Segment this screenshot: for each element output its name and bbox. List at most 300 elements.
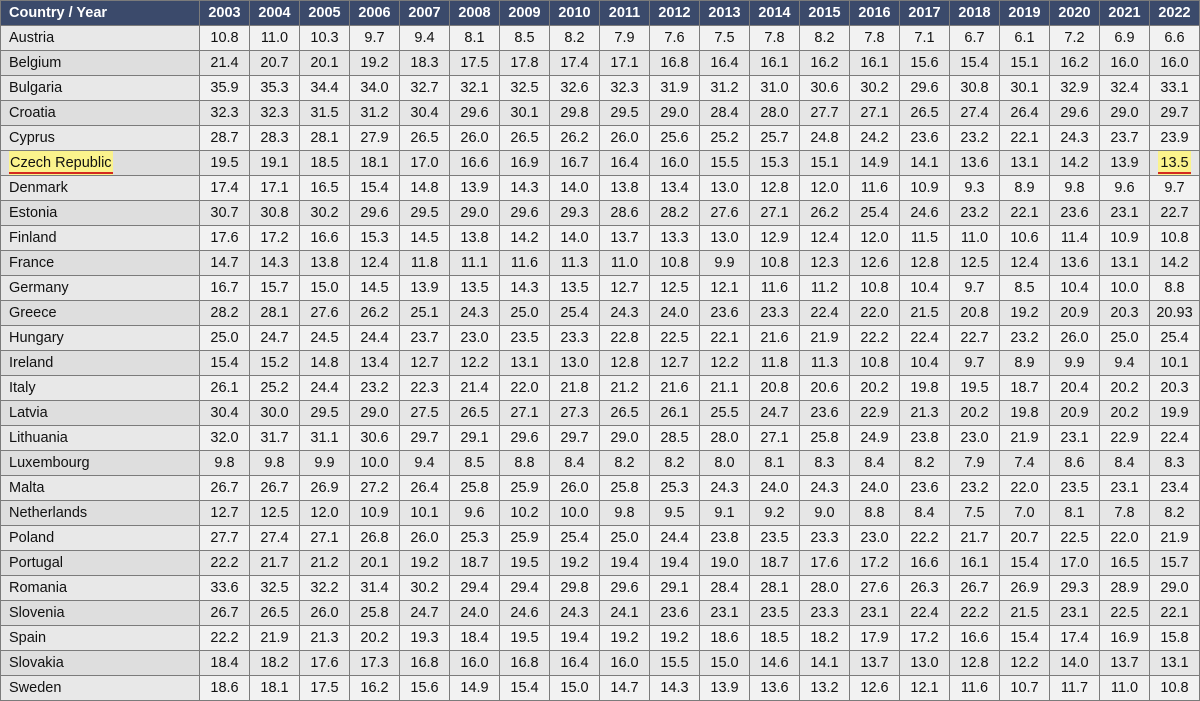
cell-slovenia-2003: 26.7 [200,601,250,626]
cell-france-2008: 11.1 [450,251,500,276]
cell-croatia-2013: 28.4 [700,101,750,126]
cell-malta-2005: 26.9 [300,476,350,501]
cell-denmark-2007: 14.8 [400,176,450,201]
cell-slovenia-2016: 23.1 [850,601,900,626]
table-row [1,626,1200,651]
cell-greece-2012: 24.0 [650,301,700,326]
cell-bulgaria-2017: 29.6 [900,76,950,101]
header-year-2007: 2007 [400,1,450,26]
cell-cyprus-2016: 24.2 [850,126,900,151]
row-label-portugal: Portugal [1,551,200,576]
cell-luxembourg-2018: 7.9 [950,451,1000,476]
cell-sweden-2017: 12.1 [900,676,950,701]
cell-romania-2006: 31.4 [350,576,400,601]
cell-bulgaria-2010: 32.6 [550,76,600,101]
cell-croatia-2020: 29.6 [1050,101,1100,126]
cell-estonia-2017: 24.6 [900,201,950,226]
cell-finland-2004: 17.2 [250,226,300,251]
cell-bulgaria-2022: 33.1 [1150,76,1200,101]
cell-italy-2008: 21.4 [450,376,500,401]
cell-hungary-2013: 22.1 [700,326,750,351]
cell-hungary-2008: 23.0 [450,326,500,351]
table-body [1,26,1200,701]
cell-croatia-2005: 31.5 [300,101,350,126]
header-year-2014: 2014 [750,1,800,26]
cell-czech-republic-2011: 16.4 [600,151,650,176]
cell-bulgaria-2004: 35.3 [250,76,300,101]
cell-italy-2015: 20.6 [800,376,850,401]
cell-ireland-2006: 13.4 [350,351,400,376]
cell-ireland-2012: 12.7 [650,351,700,376]
cell-croatia-2017: 26.5 [900,101,950,126]
cell-italy-2022: 20.3 [1150,376,1200,401]
cell-poland-2018: 21.7 [950,526,1000,551]
cell-luxembourg-2006: 10.0 [350,451,400,476]
cell-belgium-2010: 17.4 [550,51,600,76]
cell-slovakia-2013: 15.0 [700,651,750,676]
cell-sweden-2005: 17.5 [300,676,350,701]
cell-italy-2005: 24.4 [300,376,350,401]
cell-ireland-2004: 15.2 [250,351,300,376]
cell-sweden-2015: 13.2 [800,676,850,701]
cell-portugal-2003: 22.2 [200,551,250,576]
cell-greece-2011: 24.3 [600,301,650,326]
cell-hungary-2016: 22.2 [850,326,900,351]
cell-denmark-2022: 9.7 [1150,176,1200,201]
header-year-2020: 2020 [1050,1,1100,26]
row-label-ireland: Ireland [1,351,200,376]
cell-cyprus-2012: 25.6 [650,126,700,151]
cell-france-2020: 13.6 [1050,251,1100,276]
cell-spain-2007: 19.3 [400,626,450,651]
cell-sweden-2010: 15.0 [550,676,600,701]
cell-latvia-2004: 30.0 [250,401,300,426]
cell-france-2022: 14.2 [1150,251,1200,276]
row-label-slovakia: Slovakia [1,651,200,676]
cell-estonia-2021: 23.1 [1100,201,1150,226]
cell-malta-2017: 23.6 [900,476,950,501]
cell-netherlands-2006: 10.9 [350,501,400,526]
cell-lithuania-2010: 29.7 [550,426,600,451]
cell-portugal-2020: 17.0 [1050,551,1100,576]
cell-ireland-2015: 11.3 [800,351,850,376]
header-year-2016: 2016 [850,1,900,26]
cell-romania-2015: 28.0 [800,576,850,601]
cell-ireland-2014: 11.8 [750,351,800,376]
header-year-2006: 2006 [350,1,400,26]
header-year-2009: 2009 [500,1,550,26]
cell-romania-2017: 26.3 [900,576,950,601]
cell-romania-2014: 28.1 [750,576,800,601]
cell-malta-2018: 23.2 [950,476,1000,501]
cell-luxembourg-2019: 7.4 [1000,451,1050,476]
cell-sweden-2007: 15.6 [400,676,450,701]
row-label-spain: Spain [1,626,200,651]
cell-netherlands-2017: 8.4 [900,501,950,526]
cell-hungary-2014: 21.6 [750,326,800,351]
cell-lithuania-2014: 27.1 [750,426,800,451]
cell-bulgaria-2020: 32.9 [1050,76,1100,101]
highlighted-cell-value: 13.5 [1158,151,1190,175]
row-label-cyprus: Cyprus [1,126,200,151]
cell-germany-2009: 14.3 [500,276,550,301]
cell-slovenia-2014: 23.5 [750,601,800,626]
header-year-2010: 2010 [550,1,600,26]
cell-ireland-2018: 9.7 [950,351,1000,376]
cell-austria-2006: 9.7 [350,26,400,51]
cell-malta-2008: 25.8 [450,476,500,501]
cell-greece-2008: 24.3 [450,301,500,326]
cell-croatia-2004: 32.3 [250,101,300,126]
cell-lithuania-2011: 29.0 [600,426,650,451]
cell-italy-2017: 19.8 [900,376,950,401]
cell-hungary-2021: 25.0 [1100,326,1150,351]
cell-portugal-2005: 21.2 [300,551,350,576]
cell-cyprus-2013: 25.2 [700,126,750,151]
cell-spain-2022: 15.8 [1150,626,1200,651]
cell-greece-2006: 26.2 [350,301,400,326]
cell-hungary-2022: 25.4 [1150,326,1200,351]
cell-greece-2017: 21.5 [900,301,950,326]
cell-cyprus-2011: 26.0 [600,126,650,151]
table-row [1,276,1200,301]
cell-austria-2017: 7.1 [900,26,950,51]
cell-france-2007: 11.8 [400,251,450,276]
cell-romania-2018: 26.7 [950,576,1000,601]
cell-finland-2016: 12.0 [850,226,900,251]
cell-slovenia-2008: 24.0 [450,601,500,626]
cell-latvia-2011: 26.5 [600,401,650,426]
cell-italy-2011: 21.2 [600,376,650,401]
cell-czech-republic-2010: 16.7 [550,151,600,176]
cell-cyprus-2004: 28.3 [250,126,300,151]
cell-czech-republic-2020: 14.2 [1050,151,1100,176]
table-row [1,651,1200,676]
cell-slovakia-2009: 16.8 [500,651,550,676]
cell-lithuania-2009: 29.6 [500,426,550,451]
cell-cyprus-2015: 24.8 [800,126,850,151]
cell-romania-2003: 33.6 [200,576,250,601]
cell-bulgaria-2015: 30.6 [800,76,850,101]
cell-germany-2015: 11.2 [800,276,850,301]
cell-sweden-2019: 10.7 [1000,676,1050,701]
cell-portugal-2012: 19.4 [650,551,700,576]
cell-luxembourg-2014: 8.1 [750,451,800,476]
cell-bulgaria-2006: 34.0 [350,76,400,101]
cell-luxembourg-2005: 9.9 [300,451,350,476]
cell-portugal-2013: 19.0 [700,551,750,576]
cell-poland-2019: 20.7 [1000,526,1050,551]
cell-germany-2012: 12.5 [650,276,700,301]
cell-latvia-2017: 21.3 [900,401,950,426]
cell-luxembourg-2015: 8.3 [800,451,850,476]
cell-italy-2020: 20.4 [1050,376,1100,401]
cell-malta-2006: 27.2 [350,476,400,501]
cell-spain-2011: 19.2 [600,626,650,651]
cell-cyprus-2010: 26.2 [550,126,600,151]
cell-netherlands-2016: 8.8 [850,501,900,526]
cell-poland-2006: 26.8 [350,526,400,551]
cell-poland-2003: 27.7 [200,526,250,551]
cell-estonia-2019: 22.1 [1000,201,1050,226]
cell-austria-2021: 6.9 [1100,26,1150,51]
cell-belgium-2013: 16.4 [700,51,750,76]
cell-denmark-2008: 13.9 [450,176,500,201]
cell-lithuania-2013: 28.0 [700,426,750,451]
cell-ireland-2020: 9.9 [1050,351,1100,376]
table-row [1,351,1200,376]
cell-cyprus-2003: 28.7 [200,126,250,151]
row-label-austria: Austria [1,26,200,51]
cell-hungary-2017: 22.4 [900,326,950,351]
cell-spain-2006: 20.2 [350,626,400,651]
cell-germany-2005: 15.0 [300,276,350,301]
table-row [1,301,1200,326]
table-header [1,1,1200,26]
cell-estonia-2010: 29.3 [550,201,600,226]
cell-ireland-2009: 13.1 [500,351,550,376]
cell-italy-2016: 20.2 [850,376,900,401]
cell-slovakia-2004: 18.2 [250,651,300,676]
cell-luxembourg-2013: 8.0 [700,451,750,476]
cell-malta-2020: 23.5 [1050,476,1100,501]
cell-malta-2021: 23.1 [1100,476,1150,501]
cell-austria-2009: 8.5 [500,26,550,51]
cell-cyprus-2022: 23.9 [1150,126,1200,151]
cell-denmark-2021: 9.6 [1100,176,1150,201]
cell-spain-2021: 16.9 [1100,626,1150,651]
cell-spain-2019: 15.4 [1000,626,1050,651]
cell-latvia-2018: 20.2 [950,401,1000,426]
cell-czech-republic-2007: 17.0 [400,151,450,176]
cell-estonia-2015: 26.2 [800,201,850,226]
cell-luxembourg-2007: 9.4 [400,451,450,476]
cell-czech-republic-2009: 16.9 [500,151,550,176]
cell-portugal-2014: 18.7 [750,551,800,576]
cell-hungary-2020: 26.0 [1050,326,1100,351]
cell-ireland-2008: 12.2 [450,351,500,376]
cell-croatia-2012: 29.0 [650,101,700,126]
cell-poland-2015: 23.3 [800,526,850,551]
cell-france-2015: 12.3 [800,251,850,276]
header-year-2013: 2013 [700,1,750,26]
cell-sweden-2020: 11.7 [1050,676,1100,701]
cell-malta-2019: 22.0 [1000,476,1050,501]
cell-netherlands-2018: 7.5 [950,501,1000,526]
cell-croatia-2006: 31.2 [350,101,400,126]
cell-finland-2007: 14.5 [400,226,450,251]
cell-france-2009: 11.6 [500,251,550,276]
cell-croatia-2008: 29.6 [450,101,500,126]
cell-belgium-2016: 16.1 [850,51,900,76]
cell-cyprus-2018: 23.2 [950,126,1000,151]
cell-slovenia-2006: 25.8 [350,601,400,626]
cell-slovakia-2008: 16.0 [450,651,500,676]
cell-netherlands-2005: 12.0 [300,501,350,526]
cell-portugal-2018: 16.1 [950,551,1000,576]
cell-germany-2019: 8.5 [1000,276,1050,301]
cell-romania-2007: 30.2 [400,576,450,601]
cell-lithuania-2022: 22.4 [1150,426,1200,451]
header-year-2003: 2003 [200,1,250,26]
cell-spain-2017: 17.2 [900,626,950,651]
cell-czech-republic-2016: 14.9 [850,151,900,176]
cell-netherlands-2015: 9.0 [800,501,850,526]
cell-sweden-2003: 18.6 [200,676,250,701]
cell-netherlands-2008: 9.6 [450,501,500,526]
row-label-estonia: Estonia [1,201,200,226]
cell-latvia-2021: 20.2 [1100,401,1150,426]
cell-austria-2012: 7.6 [650,26,700,51]
cell-estonia-2020: 23.6 [1050,201,1100,226]
cell-cyprus-2007: 26.5 [400,126,450,151]
cell-finland-2010: 14.0 [550,226,600,251]
cell-italy-2003: 26.1 [200,376,250,401]
cell-slovenia-2019: 21.5 [1000,601,1050,626]
cell-finland-2020: 11.4 [1050,226,1100,251]
cell-poland-2021: 22.0 [1100,526,1150,551]
cell-finland-2008: 13.8 [450,226,500,251]
row-label-italy: Italy [1,376,200,401]
cell-ireland-2007: 12.7 [400,351,450,376]
cell-denmark-2011: 13.8 [600,176,650,201]
cell-sweden-2006: 16.2 [350,676,400,701]
cell-croatia-2022: 29.7 [1150,101,1200,126]
cell-luxembourg-2021: 8.4 [1100,451,1150,476]
cell-hungary-2005: 24.5 [300,326,350,351]
cell-france-2011: 11.0 [600,251,650,276]
cell-france-2019: 12.4 [1000,251,1050,276]
cell-lithuania-2008: 29.1 [450,426,500,451]
cell-portugal-2004: 21.7 [250,551,300,576]
cell-lithuania-2016: 24.9 [850,426,900,451]
cell-austria-2022: 6.6 [1150,26,1200,51]
cell-austria-2013: 7.5 [700,26,750,51]
cell-bulgaria-2018: 30.8 [950,76,1000,101]
row-label-netherlands: Netherlands [1,501,200,526]
cell-greece-2013: 23.6 [700,301,750,326]
cell-finland-2011: 13.7 [600,226,650,251]
cell-finland-2013: 13.0 [700,226,750,251]
cell-spain-2015: 18.2 [800,626,850,651]
cell-france-2018: 12.5 [950,251,1000,276]
cell-belgium-2009: 17.8 [500,51,550,76]
cell-greece-2014: 23.3 [750,301,800,326]
table-row [1,151,1200,176]
cell-france-2004: 14.3 [250,251,300,276]
cell-cyprus-2019: 22.1 [1000,126,1050,151]
cell-luxembourg-2012: 8.2 [650,451,700,476]
cell-slovakia-2017: 13.0 [900,651,950,676]
cell-ireland-2022: 10.1 [1150,351,1200,376]
cell-austria-2018: 6.7 [950,26,1000,51]
cell-spain-2009: 19.5 [500,626,550,651]
cell-czech-republic-2014: 15.3 [750,151,800,176]
cell-austria-2011: 7.9 [600,26,650,51]
cell-germany-2013: 12.1 [700,276,750,301]
cell-greece-2007: 25.1 [400,301,450,326]
cell-cyprus-2006: 27.9 [350,126,400,151]
cell-slovakia-2006: 17.3 [350,651,400,676]
cell-estonia-2012: 28.2 [650,201,700,226]
cell-cyprus-2014: 25.7 [750,126,800,151]
cell-france-2006: 12.4 [350,251,400,276]
cell-latvia-2019: 19.8 [1000,401,1050,426]
cell-belgium-2005: 20.1 [300,51,350,76]
cell-netherlands-2019: 7.0 [1000,501,1050,526]
cell-austria-2015: 8.2 [800,26,850,51]
cell-bulgaria-2013: 31.2 [700,76,750,101]
row-label-latvia: Latvia [1,401,200,426]
row-label-poland: Poland [1,526,200,551]
cell-poland-2005: 27.1 [300,526,350,551]
cell-spain-2004: 21.9 [250,626,300,651]
cell-latvia-2006: 29.0 [350,401,400,426]
cell-slovakia-2011: 16.0 [600,651,650,676]
cell-croatia-2010: 29.8 [550,101,600,126]
cell-estonia-2011: 28.6 [600,201,650,226]
cell-germany-2020: 10.4 [1050,276,1100,301]
cell-slovenia-2011: 24.1 [600,601,650,626]
cell-finland-2014: 12.9 [750,226,800,251]
cell-austria-2010: 8.2 [550,26,600,51]
cell-denmark-2015: 12.0 [800,176,850,201]
cell-germany-2010: 13.5 [550,276,600,301]
cell-malta-2022: 23.4 [1150,476,1200,501]
table-row [1,451,1200,476]
cell-luxembourg-2017: 8.2 [900,451,950,476]
cell-croatia-2018: 27.4 [950,101,1000,126]
cell-denmark-2019: 8.9 [1000,176,1050,201]
cell-estonia-2014: 27.1 [750,201,800,226]
cell-portugal-2006: 20.1 [350,551,400,576]
cell-italy-2021: 20.2 [1100,376,1150,401]
cell-bulgaria-2016: 30.2 [850,76,900,101]
cell-denmark-2012: 13.4 [650,176,700,201]
cell-romania-2016: 27.6 [850,576,900,601]
cell-croatia-2014: 28.0 [750,101,800,126]
cell-greece-2019: 19.2 [1000,301,1050,326]
cell-bulgaria-2007: 32.7 [400,76,450,101]
cell-greece-2004: 28.1 [250,301,300,326]
cell-ireland-2003: 15.4 [200,351,250,376]
cell-lithuania-2020: 23.1 [1050,426,1100,451]
table-row [1,676,1200,701]
cell-romania-2005: 32.2 [300,576,350,601]
cell-austria-2004: 11.0 [250,26,300,51]
row-label-slovenia: Slovenia [1,601,200,626]
table-row [1,526,1200,551]
cell-bulgaria-2021: 32.4 [1100,76,1150,101]
cell-slovenia-2010: 24.3 [550,601,600,626]
cell-czech-republic-2022 [1150,151,1200,176]
cell-portugal-2016: 17.2 [850,551,900,576]
cell-czech-republic-2015: 15.1 [800,151,850,176]
cell-poland-2012: 24.4 [650,526,700,551]
cell-spain-2020: 17.4 [1050,626,1100,651]
cell-denmark-2016: 11.6 [850,176,900,201]
cell-malta-2010: 26.0 [550,476,600,501]
cell-croatia-2019: 26.4 [1000,101,1050,126]
cell-greece-2003: 28.2 [200,301,250,326]
cell-spain-2016: 17.9 [850,626,900,651]
cell-france-2003: 14.7 [200,251,250,276]
cell-czech-republic-2003: 19.5 [200,151,250,176]
cell-czech-republic-2012: 16.0 [650,151,700,176]
cell-luxembourg-2003: 9.8 [200,451,250,476]
header-year-2015: 2015 [800,1,850,26]
cell-sweden-2011: 14.7 [600,676,650,701]
